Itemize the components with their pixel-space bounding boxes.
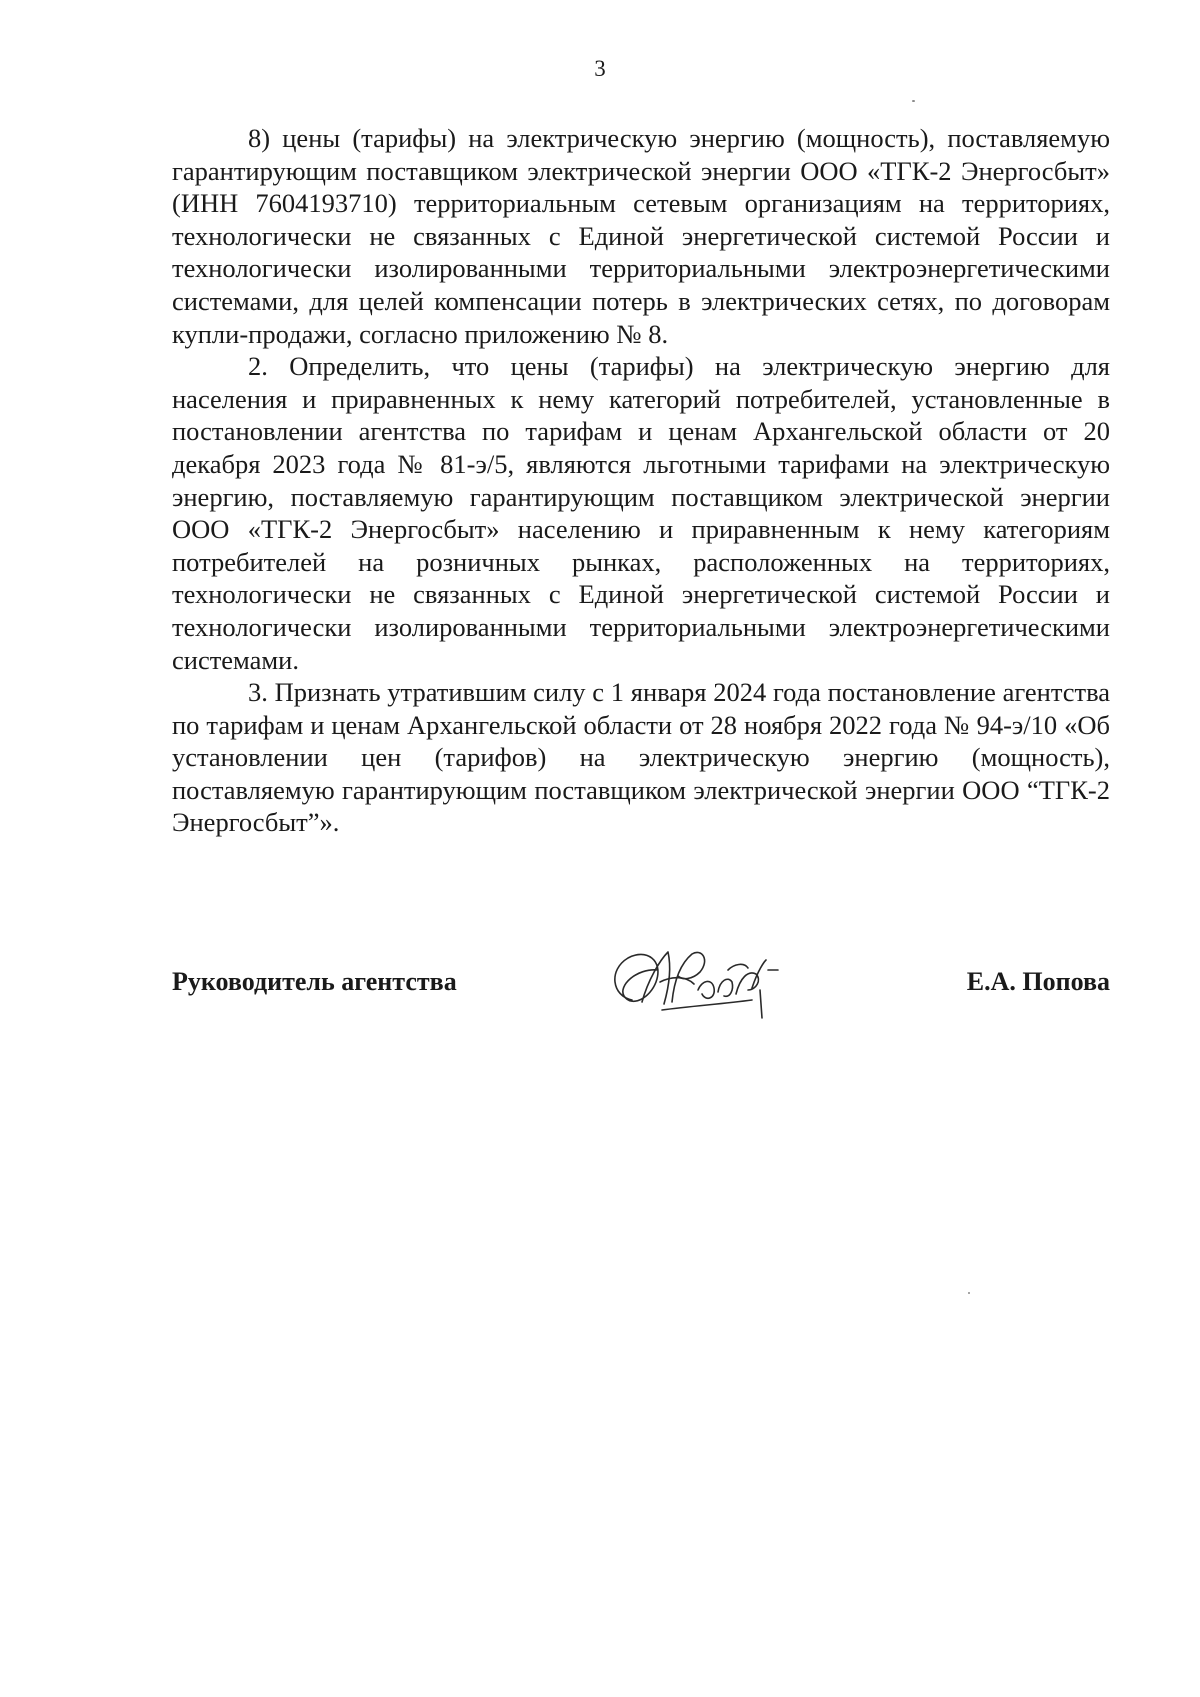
paragraph-clause-3: 3. Признать утратившим силу с 1 января 2024 года постановление агентства по тарифам и ценам Архангельской области от 28 ноября 2022 года № 94-э/10 «Об установлении цен (тарифов) на электрическую энергию (мощность), поставляемую гарантирующим поставщиком электрической энергии ООО “ТГК-2 Энергосбыт”».	[172, 677, 1110, 838]
paragraph-clause-2: 2. Определить, что цены (тарифы) на электрическую энергию для населения и приравненных к нему категорий потребителей, установленные в постановлении агентства по тарифам и ценам Архангельской области от 20 декабря 2023 года № 81-э/5, являются льготными тарифами на электрическую энергию, поставляемую гарантирующим поставщиком электрической энергии ООО «ТГК-2 Энергосбыт» населению и приравненным к нему категориям потребителей на розничных рынках, расположенных на территориях, технологически не связанных с Единой энергетической системой России и технологически изолированными территориальными электроэнергетическими системами.	[172, 351, 1110, 675]
signature-block	[172, 930, 1110, 1040]
paragraph-item-8: 8) цены (тарифы) на электрическую энергию (мощность), поставляемую гарантирующим поставщиком электрической энергии ООО «ТГК-2 Энергосбыт» (ИНН 7604193710) территориальным сетевым организациям на территориях, технологически не связанных с Единой энергетической системой России и технологически изолированными территориальными электроэнергетическими системами, для целей компенсации потерь в электрических сетях, по договорам купли-продажи, согласно приложению № 8.	[172, 123, 1110, 349]
scan-speck	[912, 100, 915, 102]
handwritten-signature	[602, 930, 802, 1030]
scan-speck	[968, 1292, 970, 1294]
document-body	[172, 122, 1110, 839]
signatory-name: Е.А. Попова	[966, 967, 1110, 996]
signatory-title: Руководитель агентства	[172, 967, 457, 996]
page-number: 3	[594, 56, 606, 81]
